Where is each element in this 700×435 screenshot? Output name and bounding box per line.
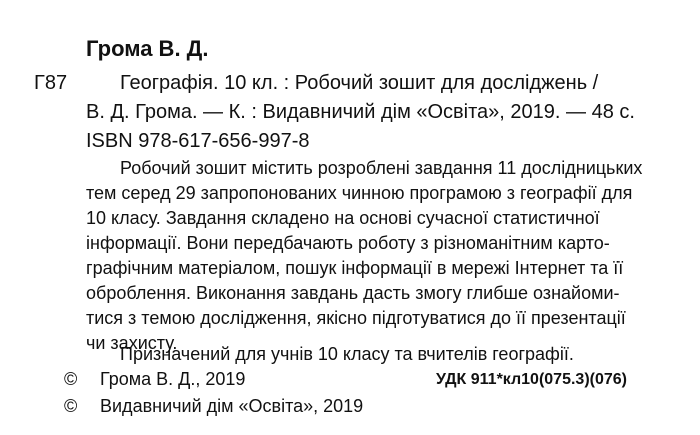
annotation-line-3: 10 класу. Завдання складено на основі сучасної статистичної bbox=[86, 208, 600, 228]
annotation-line-7: тися з темою дослідження, якісно підготуватися до її презентації bbox=[86, 308, 626, 328]
bibliographic-line-2: В. Д. Грома. — К. : Видавничий дім «Освіта», 2019. — 48 с. bbox=[86, 101, 635, 123]
author-heading: Грома В. Д. bbox=[86, 36, 209, 61]
copyright-publisher: Видавничий дім «Освіта», 2019 bbox=[100, 396, 364, 416]
annotation-line-2: тем серед 29 запропонованих чинною програмою з географії для bbox=[86, 183, 633, 203]
catalog-index: Г87 bbox=[34, 72, 68, 94]
audience-note: Призначений для учнів 10 класу та вчителів географії. bbox=[120, 344, 574, 364]
copyright-author: Грома В. Д., 2019 bbox=[100, 369, 246, 389]
udk-code: УДК 911*кл10(075.3)(076) bbox=[436, 371, 627, 388]
copyright-symbol-2: © bbox=[64, 396, 78, 416]
annotation-line-6: оброблення. Виконання завдань дасть змогу глибше ознайоми- bbox=[86, 283, 620, 303]
copyright-symbol-1: © bbox=[64, 369, 78, 389]
bibliographic-line-1: Географія. 10 кл. : Робочий зошит для досліджень / bbox=[120, 72, 599, 94]
annotation-line-8: чи захисту. bbox=[86, 333, 178, 353]
isbn: ISBN 978-617-656-997-8 bbox=[86, 130, 310, 152]
annotation-line-1: Робочий зошит містить розроблені завдання 11 дослідницьких bbox=[120, 158, 643, 178]
annotation-line-5: графічним матеріалом, пошук інформації в мережі Інтернет та її bbox=[86, 258, 624, 278]
annotation-line-4: інформації. Вони передбачають роботу з різноманітним карто- bbox=[86, 233, 610, 253]
